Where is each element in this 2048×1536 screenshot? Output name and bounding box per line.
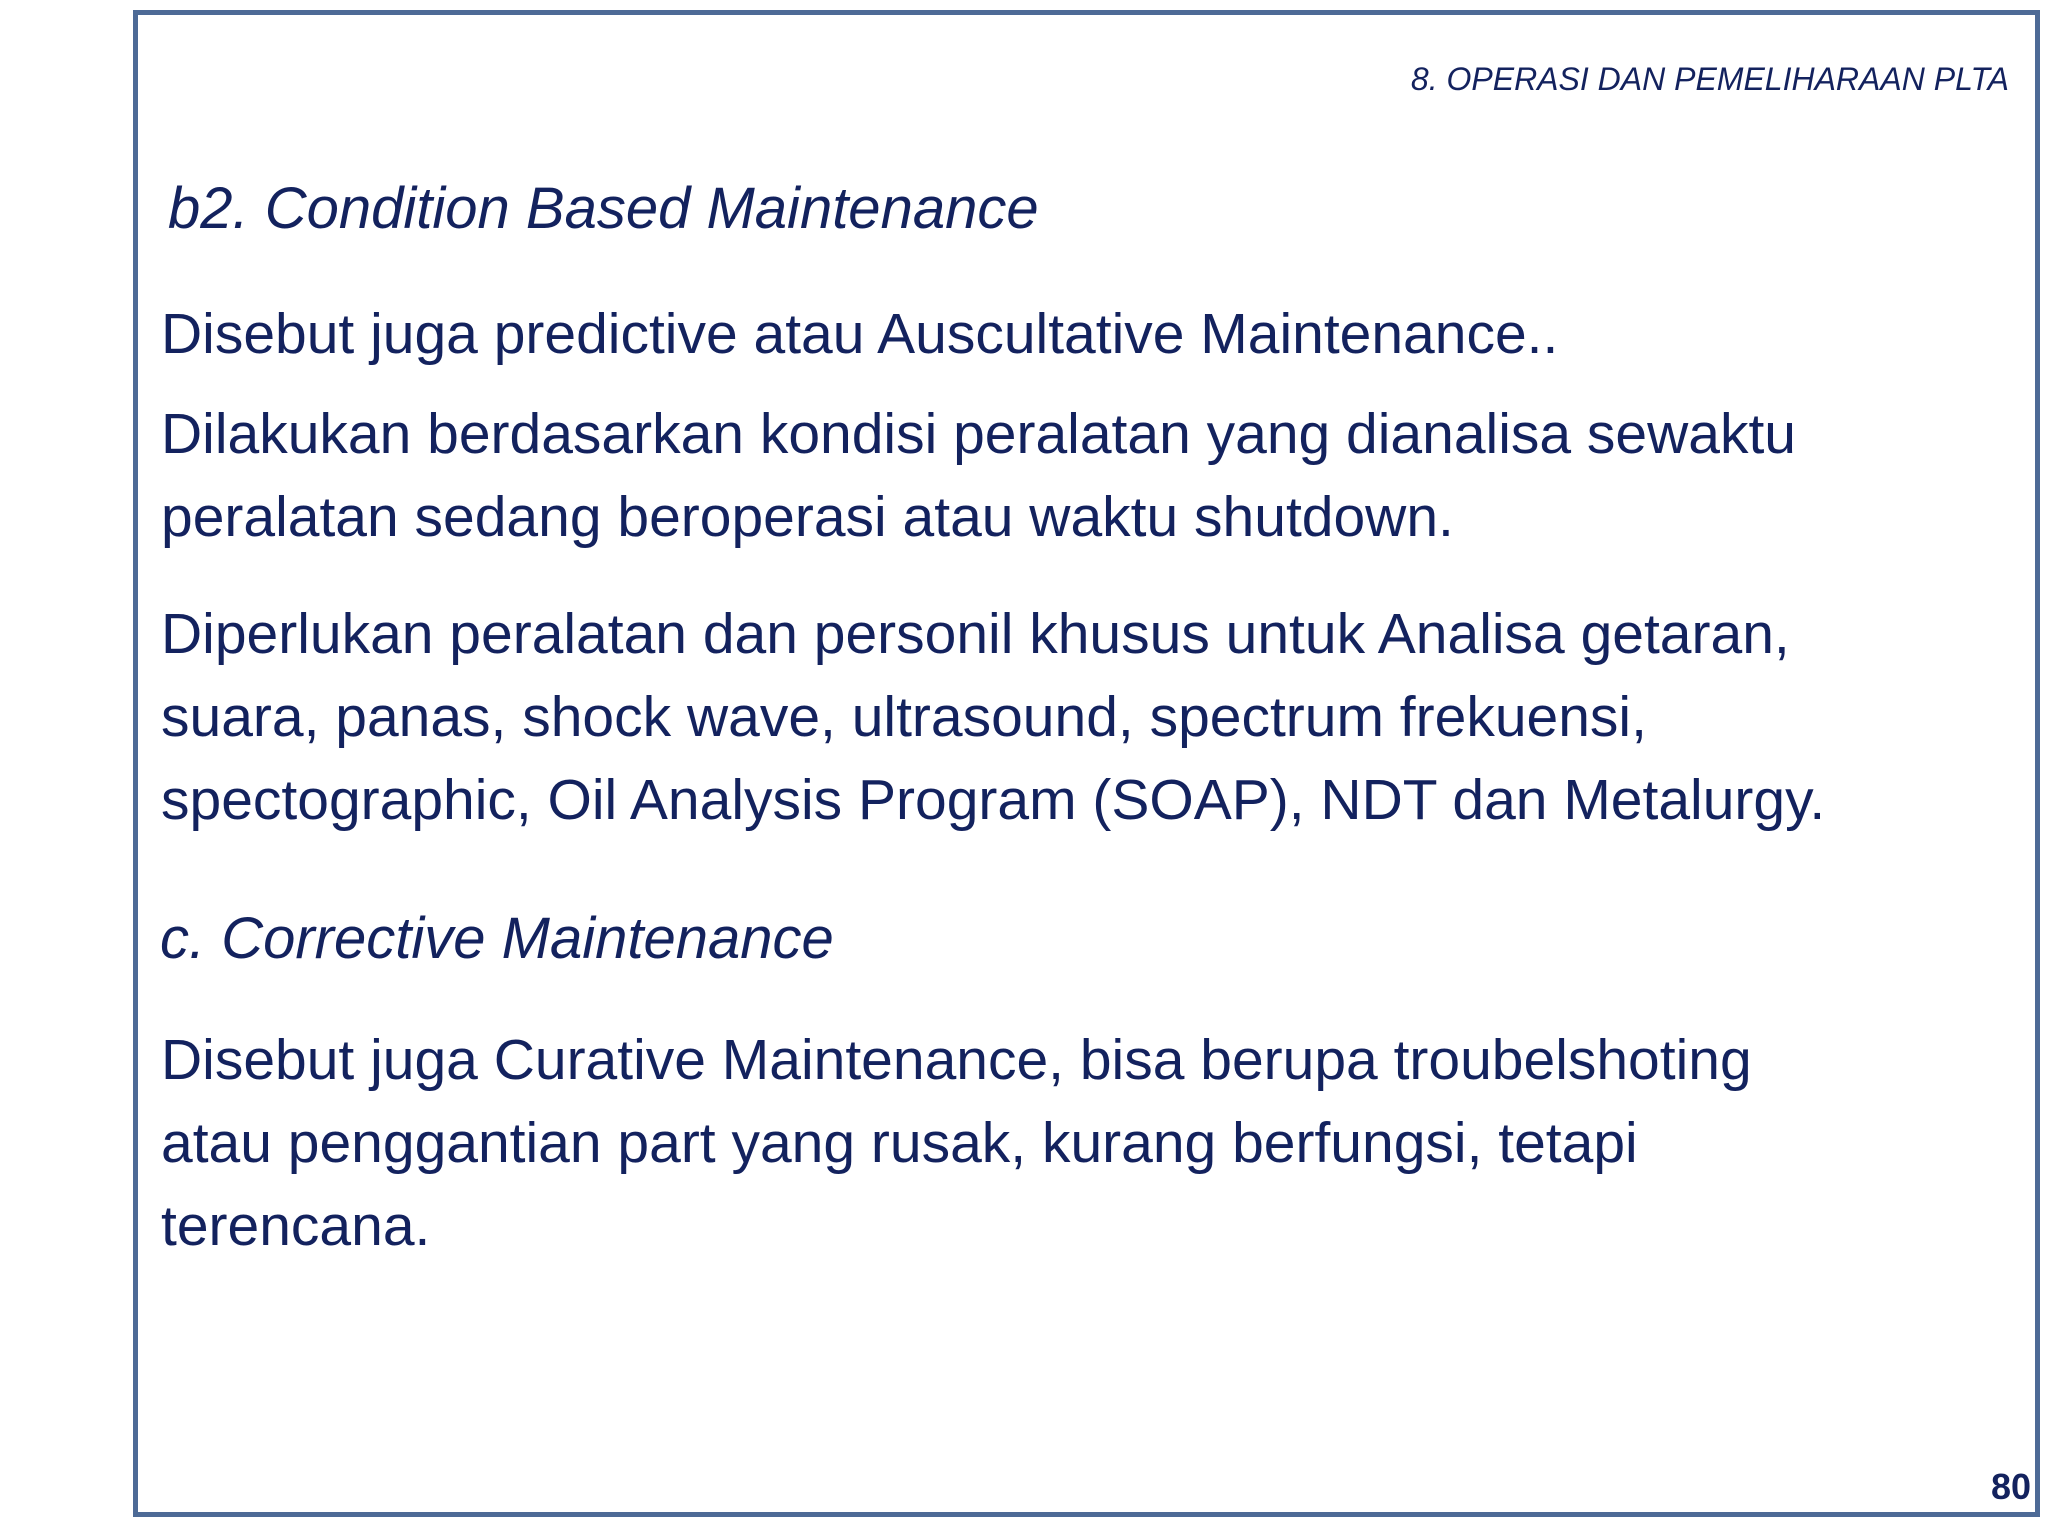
paragraph-curative	[161, 1019, 2021, 1268]
slide-frame	[133, 10, 2040, 1517]
paragraph-predictive	[161, 293, 2021, 376]
paragraph-line: Diperlukan peralatan dan personil khusus untuk Analisa getaran,	[161, 602, 1790, 666]
section-title-condition-based: b2. Condition Based Maintenance	[168, 176, 1039, 241]
paragraph-line: Dilakukan berdasarkan kondisi peralatan yang dianalisa sewaktu	[161, 402, 1796, 466]
paragraph-line: atau penggantian part yang rusak, kurang berfungsi, tetapi	[161, 1111, 1638, 1175]
chapter-header: 8. OPERASI DAN PEMELIHARAAN PLTA	[1410, 61, 2009, 97]
paragraph-equipment-personnel	[161, 593, 2021, 842]
paragraph-line: peralatan sedang beroperasi atau waktu shutdown.	[161, 485, 1454, 549]
section-title-corrective: c. Corrective Maintenance	[160, 906, 834, 971]
paragraph-condition-analysis	[161, 393, 2021, 559]
paragraph-line: Disebut juga predictive atau Auscultative Maintenance..	[161, 302, 1559, 366]
paragraph-line: spectographic, Oil Analysis Program (SOAP), NDT dan Metalurgy.	[161, 768, 1826, 832]
paragraph-line: terencana.	[161, 1194, 431, 1258]
page-number: 80	[1990, 1466, 2031, 1507]
paragraph-line: suara, panas, shock wave, ultrasound, spectrum frekuensi,	[161, 685, 1647, 749]
paragraph-line: Disebut juga Curative Maintenance, bisa berupa troubelshoting	[161, 1028, 1752, 1092]
